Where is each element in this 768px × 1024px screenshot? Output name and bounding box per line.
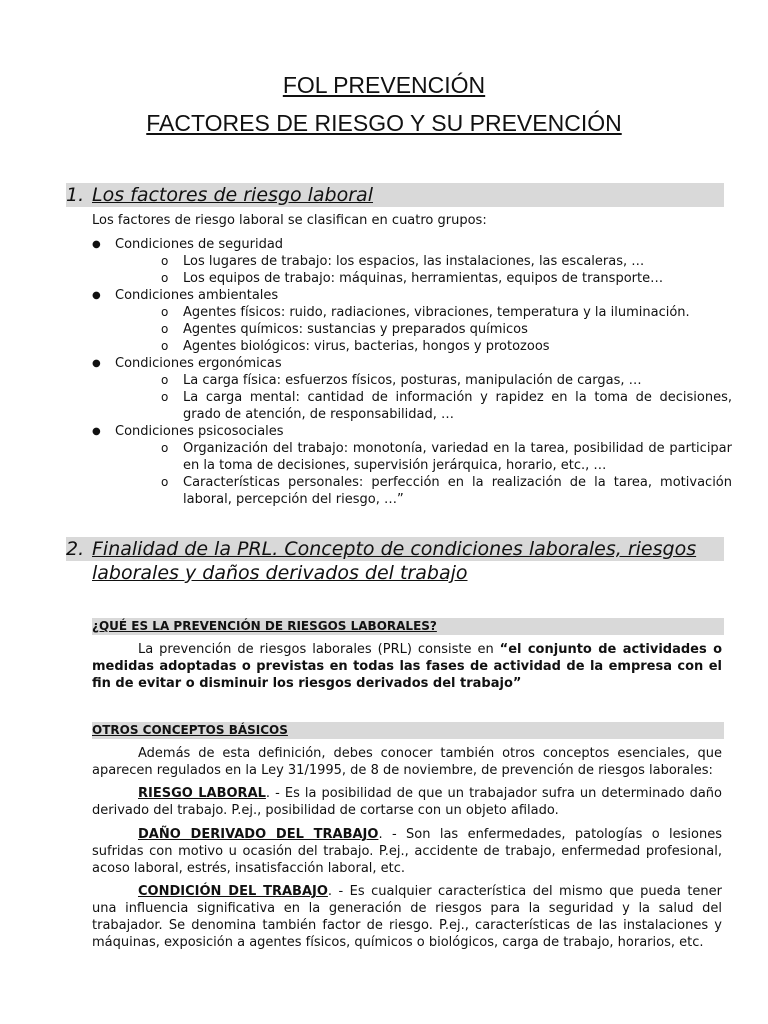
- concept-condicion-trabajo: [92, 883, 722, 951]
- prl-definition: [92, 641, 722, 692]
- risk-group-item: [92, 355, 732, 423]
- document-title-line1: FOL PREVENCIÓN: [282, 72, 486, 98]
- concept-dano-derivado: [92, 826, 722, 877]
- risk-subitem: o Organización del trabajo: monotonía, variedad en la tarea, posibilidad de participar en la toma de decisiones, supervisión jerárquica, horario, etc., …: [160, 440, 732, 474]
- risk-subitems-list: [115, 253, 732, 287]
- section1-intro: Los factores de riesgo laboral se clasifican en cuatro grupos:: [92, 213, 487, 228]
- risk-subitems-list: [115, 372, 732, 423]
- subsection-concepts-heading-text: OTROS CONCEPTOS BÁSICOS: [92, 723, 288, 737]
- prl-definition-plain: La prevención de riesgos laborales (PRL) consiste en: [138, 642, 500, 657]
- prl-definition-bold: “el conjunto de actividades o medidas adoptadas o previstas en todas las fases de actividad de la empresa con el fin de evitar o disminuir los riesgos derivados del trabajo”: [92, 642, 723, 691]
- risk-group-label: Condiciones psicosociales: [115, 424, 284, 439]
- concept-term: DAÑO DERIVADO DEL TRABAJO: [138, 827, 379, 842]
- concept-definition: . - Es cualquier característica del mismo que pueda tener una influencia significativa en la generación de riesgos para la seguridad y la salud del trabajador. Se denomina también factor de riesgo. P.ej., características de las instalaciones y máquinas, exposición a agentes físicos, químicos o biológicos, carga de trabajo, horarios, etc.: [92, 884, 722, 950]
- risk-group-label: Condiciones ergonómicas: [115, 356, 282, 371]
- risk-group-item: [92, 287, 732, 355]
- concepts-intro: Además de esta definición, debes conocer también otros conceptos esenciales, que aparecen regulados en la Ley 31/1995, de 8 de noviembre, de prevención de riesgos laborales:: [92, 746, 722, 778]
- risk-subitem: o Los lugares de trabajo: los espacios, las instalaciones, las escaleras, …: [160, 253, 732, 270]
- subsection-concepts-heading: [92, 722, 724, 739]
- concept-riesgo-laboral: [92, 785, 722, 819]
- risk-subitem: o Agentes físicos: ruido, radiaciones, vibraciones, temperatura y la iluminación.: [160, 304, 732, 321]
- risk-group-label: Condiciones ambientales: [115, 288, 279, 303]
- section2-number: 2.: [66, 538, 85, 560]
- subsection-prl-heading: [92, 618, 724, 635]
- risk-subitem: o Características personales: perfección en la realización de la tarea, motivación laboral, percepción del riesgo, …”: [160, 474, 732, 508]
- risk-group-item: [92, 423, 732, 508]
- concept-term: CONDICIÓN DEL TRABAJO: [138, 884, 328, 899]
- risk-groups-list: [92, 236, 732, 508]
- risk-subitems-list: [115, 440, 732, 508]
- risk-group-label: Condiciones de seguridad: [115, 237, 284, 252]
- section1-heading: [66, 183, 724, 207]
- risk-subitem: o Los equipos de trabajo: máquinas, herramientas, equipos de transporte…: [160, 270, 732, 287]
- concept-definition: . - Son las enfermedades, patologías o lesiones sufridas con motivo u ocasión del trabajo. P.ej., accidente de trabajo, enfermedad profesional, acoso laboral, estrés, insatisfacción laboral, etc.: [92, 827, 723, 876]
- section2-heading: [66, 537, 724, 585]
- section2-title-line2: laborales y daños derivados del trabajo: [92, 562, 468, 584]
- subsection-prl-heading-text: ¿QUÉ ES LA PREVENCIÓN DE RIESGOS LABORALES?: [92, 619, 437, 633]
- risk-subitems-list: [115, 304, 732, 355]
- concept-definition: . - Es la posibilidad de que un trabajador sufra un determinado daño derivado del trabajo. P.ej., posibilidad de cortarse con un objeto afilado.: [92, 786, 722, 818]
- section1-number: 1.: [66, 184, 85, 206]
- risk-subitem: o La carga mental: cantidad de información y rapidez en la toma de decisiones, grado de atención, de responsabilidad, …: [160, 389, 732, 423]
- risk-subitem: o La carga física: esfuerzos físicos, posturas, manipulación de cargas, …: [160, 372, 732, 389]
- concept-term: RIESGO LABORAL: [138, 786, 266, 801]
- section1-title: Los factores de riesgo laboral: [92, 184, 373, 206]
- risk-subitem: o Agentes químicos: sustancias y preparados químicos: [160, 321, 732, 338]
- document-title-line2: FACTORES DE RIESGO Y SU PREVENCIÓN: [146, 110, 622, 136]
- section2-title-line1: Finalidad de la PRL. Concepto de condiciones laborales, riesgos: [92, 538, 697, 560]
- risk-subitem: o Agentes biológicos: virus, bacterias, hongos y protozoos: [160, 338, 732, 355]
- risk-group-item: [92, 236, 732, 287]
